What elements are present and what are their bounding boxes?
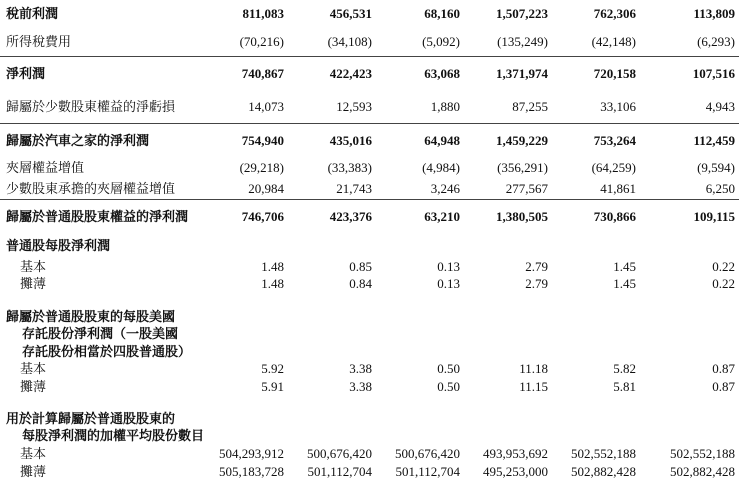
cell-value: 0.84 bbox=[349, 276, 372, 292]
cell-value: (33,383) bbox=[327, 159, 372, 175]
row-profit-before-tax bbox=[0, 0, 739, 28]
cell-value: 20,984 bbox=[207, 177, 288, 200]
cell-value: 0.85 bbox=[349, 258, 372, 274]
cell-value: 493,953,692 bbox=[483, 445, 548, 461]
spacer bbox=[0, 293, 739, 308]
cell-value: 505,183,728 bbox=[219, 463, 284, 479]
cell-value: 0.13 bbox=[437, 276, 460, 292]
row-eps-ads-diluted bbox=[0, 377, 739, 395]
row-label: 歸屬於汽車之家的淨利潤 bbox=[6, 133, 150, 149]
section-eps-ads-heading-line-3 bbox=[0, 342, 739, 360]
cell-value: 2.79 bbox=[525, 258, 548, 274]
section-heading: 存託股份相當於四股普通股） bbox=[22, 343, 192, 359]
section-weighted-shares-heading-line-1 bbox=[0, 411, 739, 428]
row-label: 攤薄 bbox=[20, 463, 47, 479]
cell-value: (9,594) bbox=[697, 159, 735, 175]
cell-value: 0.50 bbox=[437, 361, 460, 377]
cell-value: 0.22 bbox=[712, 276, 735, 292]
cell-value: 11.15 bbox=[519, 378, 548, 394]
row-eps-ordinary-diluted bbox=[0, 275, 739, 293]
cell-value: 753,264 bbox=[593, 133, 636, 149]
section-heading: 歸屬於普通股股東的每股美國 bbox=[6, 308, 176, 324]
cell-value: 746,706 bbox=[241, 209, 284, 225]
row-net-loss-noncontrolling bbox=[0, 90, 739, 124]
cell-value: 1.48 bbox=[261, 258, 284, 274]
cell-value: 1.45 bbox=[613, 276, 636, 292]
section-eps-ads-heading-line-1 bbox=[0, 308, 739, 325]
cell-value: (64,259) bbox=[591, 159, 636, 175]
cell-value: 495,253,000 bbox=[483, 463, 548, 479]
cell-value: 456,531 bbox=[329, 6, 372, 22]
cell-value: (135,249) bbox=[464, 28, 552, 57]
row-label: 攤薄 bbox=[20, 276, 47, 292]
cell-value: 1,507,223 bbox=[496, 6, 548, 22]
cell-value: 504,293,912 bbox=[219, 445, 284, 461]
row-eps-ordinary-basic bbox=[0, 258, 739, 276]
cell-value: 14,073 bbox=[207, 90, 288, 124]
cell-value: 5.91 bbox=[261, 378, 284, 394]
section-eps-ordinary-heading bbox=[0, 233, 739, 257]
cell-value: 762,306 bbox=[593, 6, 636, 22]
cell-value: 11.18 bbox=[519, 361, 548, 377]
row-weighted-shares-diluted bbox=[0, 462, 739, 480]
section-eps-ads-heading-line-2 bbox=[0, 325, 739, 343]
row-label: 攤薄 bbox=[20, 378, 47, 394]
cell-value: 422,423 bbox=[329, 66, 372, 82]
cell-value: 501,112,704 bbox=[395, 463, 460, 479]
cell-value: 4,943 bbox=[640, 90, 739, 124]
cell-value: (34,108) bbox=[288, 28, 376, 57]
cell-value: 63,210 bbox=[424, 209, 460, 225]
cell-value: 502,552,188 bbox=[571, 445, 636, 461]
cell-value: 107,516 bbox=[692, 66, 735, 82]
cell-value: 0.50 bbox=[437, 378, 460, 394]
cell-value: 1,371,974 bbox=[496, 66, 548, 82]
cell-value: 1,880 bbox=[376, 90, 464, 124]
cell-value: 740,867 bbox=[241, 66, 284, 82]
cell-value: 0.22 bbox=[712, 258, 735, 274]
row-net-income-autohome bbox=[0, 124, 739, 158]
cell-value: 5.81 bbox=[613, 378, 636, 394]
cell-value: 3.38 bbox=[349, 361, 372, 377]
cell-value: 21,743 bbox=[288, 177, 376, 200]
cell-value: (356,291) bbox=[497, 159, 548, 175]
section-weighted-shares-heading-line-2 bbox=[0, 427, 739, 445]
row-net-income-ordinary bbox=[0, 200, 739, 234]
cell-value: 423,376 bbox=[329, 209, 372, 225]
row-label: 淨利潤 bbox=[6, 66, 46, 82]
section-heading: 用於計算歸屬於普通股股東的 bbox=[6, 411, 176, 427]
section-heading: 普通股每股淨利潤 bbox=[6, 237, 111, 253]
cell-value: 1.45 bbox=[613, 258, 636, 274]
cell-value: 811,083 bbox=[242, 6, 284, 22]
cell-value: (4,984) bbox=[422, 159, 460, 175]
cell-value: 730,866 bbox=[593, 209, 636, 225]
cell-value: 435,016 bbox=[329, 133, 372, 149]
row-eps-ads-basic bbox=[0, 360, 739, 378]
cell-value: (42,148) bbox=[552, 28, 640, 57]
spacer bbox=[0, 395, 739, 410]
row-label: 歸屬於少數股東權益的淨虧損 bbox=[0, 90, 207, 124]
cell-value: 277,567 bbox=[464, 177, 552, 200]
cell-value: 112,459 bbox=[693, 133, 735, 149]
cell-value: 113,809 bbox=[693, 6, 735, 22]
cell-value: 64,948 bbox=[424, 133, 460, 149]
cell-value: 6,250 bbox=[640, 177, 739, 200]
cell-value: (29,218) bbox=[239, 159, 284, 175]
cell-value: 109,115 bbox=[693, 209, 735, 225]
cell-value: 500,676,420 bbox=[395, 445, 460, 461]
cell-value: 754,940 bbox=[241, 133, 284, 149]
cell-value: 0.13 bbox=[437, 258, 460, 274]
cell-value: (70,216) bbox=[207, 28, 288, 57]
row-label: 基本 bbox=[20, 445, 47, 461]
cell-value: 12,593 bbox=[288, 90, 376, 124]
cell-value: 5.82 bbox=[613, 361, 636, 377]
cell-value: 1,459,229 bbox=[496, 133, 548, 149]
cell-value: 502,882,428 bbox=[571, 463, 636, 479]
cell-value: (5,092) bbox=[376, 28, 464, 57]
cell-value: 720,158 bbox=[593, 66, 636, 82]
cell-value: 68,160 bbox=[424, 6, 460, 22]
cell-value: 3,246 bbox=[376, 177, 464, 200]
cell-value: 0.87 bbox=[712, 378, 735, 394]
cell-value: 63,068 bbox=[424, 66, 460, 82]
row-label: 歸屬於普通股股東權益的淨利潤 bbox=[6, 209, 189, 225]
cell-value: 87,255 bbox=[464, 90, 552, 124]
cell-value: (6,293) bbox=[640, 28, 739, 57]
row-label: 少數股東承擔的夾層權益增值 bbox=[0, 177, 207, 200]
row-mezzanine-accretion bbox=[0, 157, 739, 177]
cell-value: 502,882,428 bbox=[670, 463, 735, 479]
cell-value: 1,380,505 bbox=[496, 209, 548, 225]
row-mezzanine-accretion-noncontrolling bbox=[0, 177, 739, 200]
row-label: 基本 bbox=[20, 361, 47, 377]
cell-value: 41,861 bbox=[552, 177, 640, 200]
cell-value: 5.92 bbox=[261, 361, 284, 377]
cell-value: 1.48 bbox=[261, 276, 284, 292]
section-heading: 存託股份淨利潤（一股美國 bbox=[22, 325, 179, 341]
row-net-income bbox=[0, 57, 739, 91]
cell-value: 33,106 bbox=[552, 90, 640, 124]
cell-value: 0.87 bbox=[712, 361, 735, 377]
row-label: 稅前利潤 bbox=[6, 6, 59, 22]
row-label: 所得稅費用 bbox=[0, 28, 207, 57]
row-income-tax-expense bbox=[0, 28, 739, 57]
cell-value: 500,676,420 bbox=[307, 445, 372, 461]
row-weighted-shares-basic bbox=[0, 445, 739, 463]
row-label: 夾層權益增值 bbox=[6, 159, 85, 175]
cell-value: 3.38 bbox=[349, 378, 372, 394]
section-heading: 每股淨利潤的加權平均股份數目 bbox=[22, 428, 205, 444]
cell-value: 501,112,704 bbox=[307, 463, 372, 479]
cell-value: 2.79 bbox=[525, 276, 548, 292]
cell-value: 502,552,188 bbox=[670, 445, 735, 461]
row-label: 基本 bbox=[20, 258, 47, 274]
